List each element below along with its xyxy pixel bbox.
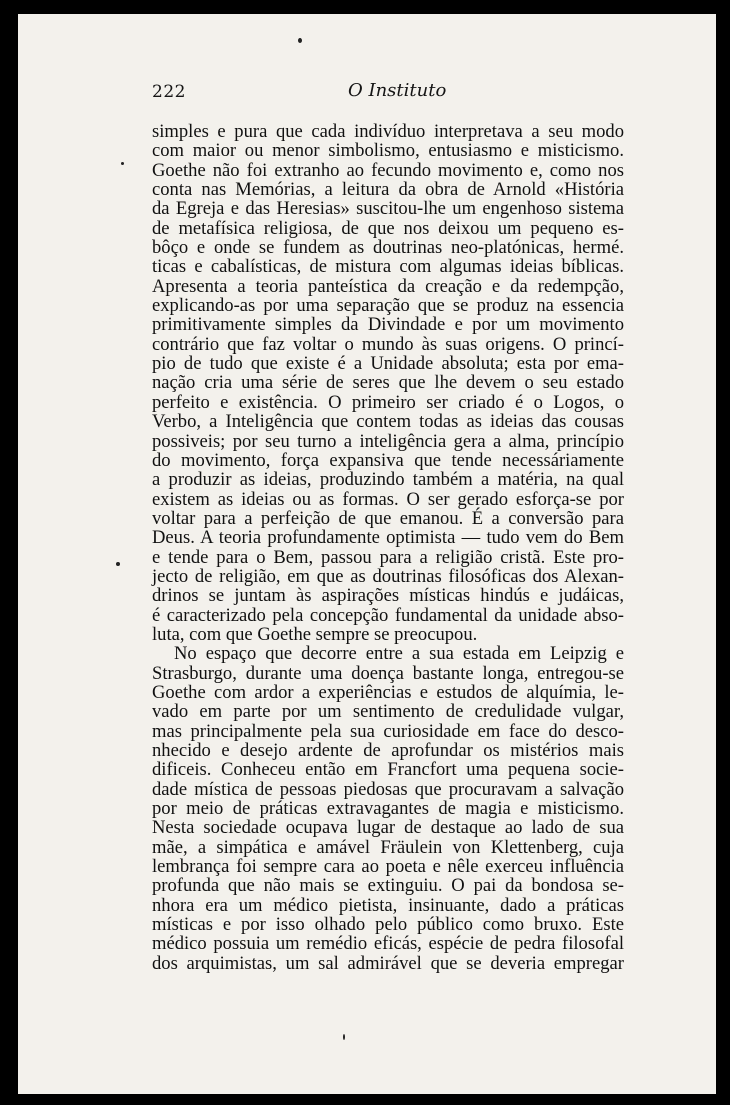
text-line: conta nas Memórias, a leitura da obra de Arnold «História	[152, 179, 624, 201]
ink-speck	[121, 162, 124, 165]
text-line: Apresenta a teoria panteística da creação e da redempção,	[152, 275, 624, 297]
paragraph-2	[152, 644, 624, 973]
text-line: e tende para o Bem, passou para a religião cristã. Este pro-	[152, 546, 624, 568]
running-head	[18, 80, 716, 106]
text-line: Verbo, a Inteligência que contem todas as ideias das cousas	[152, 411, 624, 433]
text-line: dificeis. Conheceu então em Francfort uma pequena socie-	[152, 759, 624, 781]
text-line: a produzir as ideias, produzindo também a matéria, na qual	[152, 469, 624, 491]
text-line: dade mística de pessoas piedosas que procuravam a salvação	[152, 778, 624, 800]
text-line: voltar para a perfeição de que emanou. É a conversão para	[152, 507, 624, 529]
text-line: bôço e onde se fundem as doutrinas neo-platónicas, hermé.	[152, 237, 624, 259]
body-text	[152, 122, 624, 973]
text-line: do movimento, força expansiva que tende necessáriamente	[152, 449, 624, 471]
text-line: profunda que não mais se extinguiu. O pai da bondosa se-	[152, 875, 624, 897]
text-line: lembrança foi sempre cara ao poeta e nêle exerceu influência	[152, 856, 624, 878]
text-line: vado em parte por um sentimento de credulidade vulgar,	[152, 701, 624, 723]
ink-speck	[343, 1034, 345, 1040]
text-line: ticas e cabalísticas, de mistura com algumas ideias bíblicas.	[152, 256, 624, 278]
text-line: Strasburgo, durante uma doença bastante longa, entregou-se	[152, 662, 624, 684]
text-line: de metafísica religiosa, de que nos deixou um pequeno es-	[152, 217, 624, 239]
text-line: simples e pura que cada indivíduo interpretava a seu modo	[152, 121, 624, 142]
text-line: pio de tudo que existe é a Unidade absoluta; esta por ema-	[152, 353, 624, 375]
text-line: mãe, a simpática e amável Fräulein von Klettenberg, cuja	[152, 836, 624, 858]
text-line: drinos se juntam às aspirações místicas hindús e judáicas,	[152, 585, 624, 607]
text-line: possiveis; por seu turno a inteligência gera a alma, princípio	[152, 430, 624, 452]
ink-speck	[116, 562, 120, 566]
text-line: Nesta sociedade ocupava lugar de destaque ao lado de sua	[152, 817, 624, 839]
text-line: nhora era um médico pietista, insinuante, dado a práticas	[152, 894, 624, 916]
text-line: nhecido e desejo ardente de aprofundar os mistérios mais	[152, 740, 624, 761]
text-line: No espaço que decorre entre a sua estada em Leipzig e	[174, 643, 624, 665]
text-line: Deus. A teoria profundamente optimista — tudo vem do Bem	[152, 527, 624, 549]
text-line: jecto de religião, em que as doutrinas filosóficas dos Alexan-	[152, 565, 624, 587]
text-line: Goethe com ardor a experiências e estudos de alquímia, le-	[152, 681, 624, 703]
text-line: luta, com que Goethe sempre se preocupou.	[152, 623, 478, 645]
text-line: com maior ou menor simbolismo, entusiasmo e misticismo.	[152, 140, 624, 162]
scanned-page	[18, 14, 716, 1094]
text-line: dos arquimistas, um sal admirável que se deveria empregar	[152, 952, 624, 974]
text-line: existem as ideias ou as formas. O ser gerado esforça-se por	[152, 488, 624, 510]
ink-speck	[298, 38, 302, 43]
text-line: contrário que faz voltar o mundo às suas origens. O princí-	[152, 333, 624, 355]
text-line: da Egreja e das Heresias» suscitou-lhe um engenhoso sistema	[152, 198, 624, 220]
journal-title: O Instituto	[348, 80, 447, 101]
text-line: por meio de práticas extravagantes de magia e misticismo.	[152, 798, 624, 820]
text-line: místicas e por isso olhado pelo público como bruxo. Este	[152, 914, 624, 936]
text-line: mas principalmente pela sua curiosidade em face do desco-	[152, 720, 624, 742]
text-line: explicando-as por uma separação que se produz na essencia	[152, 295, 624, 317]
text-line: primitivamente simples da Divindade e por um movimento	[152, 314, 624, 336]
paragraph-1	[152, 122, 624, 644]
text-line: perfeito e existência. O primeiro ser criado é o Logos, o	[152, 391, 624, 413]
text-line: médico possuia um remédio eficás, espécie de pedra filosofal	[152, 933, 624, 955]
text-line: nação cria uma série de seres que lhe devem o seu estado	[152, 372, 624, 394]
text-line: Goethe não foi extranho ao fecundo movimento e, como nos	[152, 159, 624, 181]
text-line: é caracterizado pela concepção fundamental da unidade abso-	[152, 604, 624, 626]
page-number: 222	[152, 82, 186, 102]
